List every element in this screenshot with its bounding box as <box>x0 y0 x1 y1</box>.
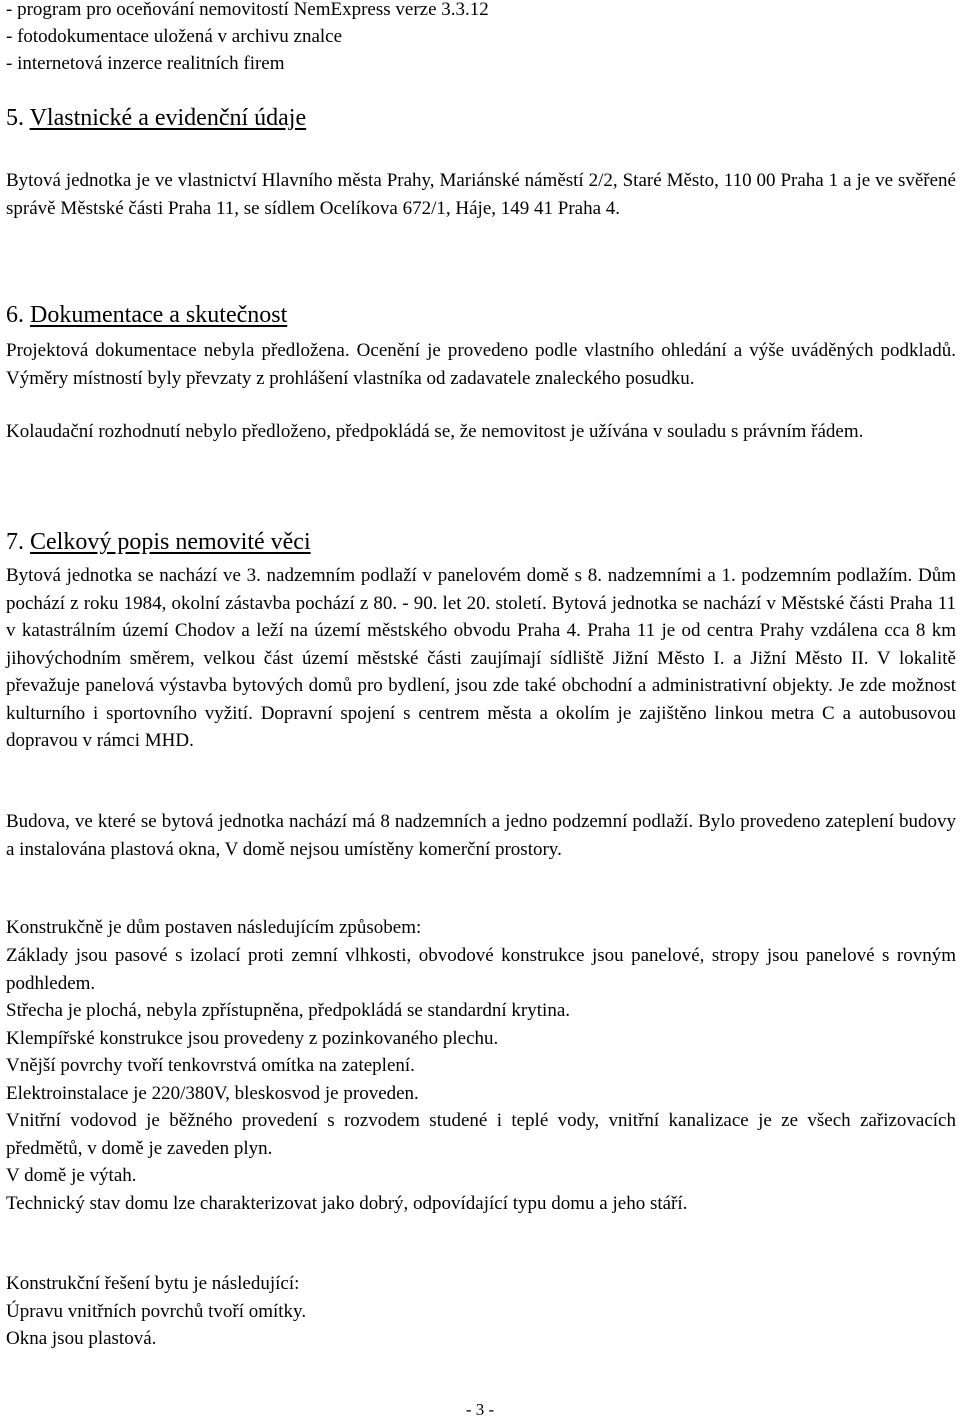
list-item: - program pro oceňování nemovitostí NemExpress verze 3.3.12 <box>6 0 489 20</box>
section-5-number: 5. <box>6 105 24 131</box>
list-item: V domě je výtah. <box>6 1165 137 1186</box>
section-5-paragraph: Bytová jednotka je ve vlastnictví Hlavního města Prahy, Mariánské náměstí 2/2, Staré Město, 110 00 Praha 1 a je ve svěřené správě Městské části Praha 11, se sídlem Ocelíkova 672/1, Háje, 149 41 Praha 4. <box>6 170 956 219</box>
list-item: Základy jsou pasové s izolací proti zemní vlhkosti, obvodové konstrukce jsou panelové, stropy jsou panelové s rovným podhledem. <box>6 945 956 994</box>
construction-list <box>6 942 956 1217</box>
section-7-paragraph-2: Budova, ve které se bytová jednotka nachází má 8 nadzemních a jedno podzemní podlaží. Bylo provedeno zateplení budovy a instalována plastová okna, V domě nejsou umístěny komerční prostory. <box>6 811 956 860</box>
section-6-paragraph-2: Kolaudační rozhodnutí nebylo předloženo, předpokládá se, že nemovitost je užívána v souladu s právním řádem. <box>6 421 864 442</box>
construction-intro: Konstrukčně je dům postaven následujícím způsobem: <box>6 917 422 938</box>
list-item: Úpravu vnitřních povrchů tvoří omítky. <box>6 1301 307 1322</box>
section-7-title: Celkový popis nemovité věci <box>30 529 311 555</box>
list-item: Střecha je plochá, nebyla zpřístupněna, předpokládá se standardní krytina. <box>6 1000 570 1021</box>
section-6-title: Dokumentace a skutečnost <box>30 302 288 328</box>
section-6-number: 6. <box>6 302 24 328</box>
list-item: Vnitřní vodovod je běžného provedení s rozvodem studené i teplé vody, vnitřní kanalizace je ze všech zařizovacích předmětů, v domě je zaveden plyn. <box>6 1110 956 1159</box>
list-item: - internetová inzerce realitních firem <box>6 53 285 74</box>
list-item: Okna jsou plastová. <box>6 1328 157 1349</box>
list-item: Vnější povrchy tvoří tenkovrstvá omítka na zateplení. <box>6 1055 415 1076</box>
source-list <box>6 0 489 77</box>
section-6-paragraph-1: Projektová dokumentace nebyla předložena. Ocenění je provedeno podle vlastního ohledání a výše uváděných podkladů. Výměry místností byly převzaty z prohlášení vlastníka od zadavatele znaleckého posudku. <box>6 340 956 389</box>
section-7-paragraph-1: Bytová jednotka se nachází ve 3. nadzemním podlaží v panelovém domě s 8. nadzemními a 1. podzemním podlažím. Dům pochází z roku 1984, okolní zástavba pochází z 80. - 90. let 20. století. Bytová jednotka se nachází v Městské části Praha 11 v katastrálním území Chodov a leží na území městského obvodu Praha 4. Praha 11 je od centra Prahy vzdálena cca 8 km jihovýchodním směrem, velkou část území městské části zaujímají sídliště Jižní Město I. a Jižní Město II. V lokalitě převažuje panelová výstavba bytových domů pro bydlení, jsou zde také obchodní a administrativní objekty. Je zde možnost kulturního i sportovního vyžití. Dopravní spojení s centrem města a okolím je zajištěno linkou metra C a autobusovou dopravou v rámci MHD. <box>6 565 956 751</box>
section-7-number: 7. <box>6 529 24 555</box>
list-item: Technický stav domu lze charakterizovat jako dobrý, odpovídající typu domu a jeho stáří. <box>6 1192 688 1214</box>
section-5-heading <box>6 103 306 133</box>
section-7-heading <box>6 527 311 557</box>
list-item: Elektroinstalace je 220/380V, bleskosvod je proveden. <box>6 1082 419 1104</box>
page-number: - 3 - <box>465 1400 495 1419</box>
section-5-title: Vlastnické a evidenční údaje <box>29 105 307 131</box>
list-item: Klempířské konstrukce jsou provedeny z pozinkovaného plechu. <box>6 1027 499 1049</box>
section-6-heading <box>6 300 287 330</box>
flat-construction-intro: Konstrukční řešení bytu je následující: <box>6 1273 300 1294</box>
list-item: - fotodokumentace uložená v archivu znalce <box>6 26 343 47</box>
flat-construction-list <box>6 1298 306 1352</box>
